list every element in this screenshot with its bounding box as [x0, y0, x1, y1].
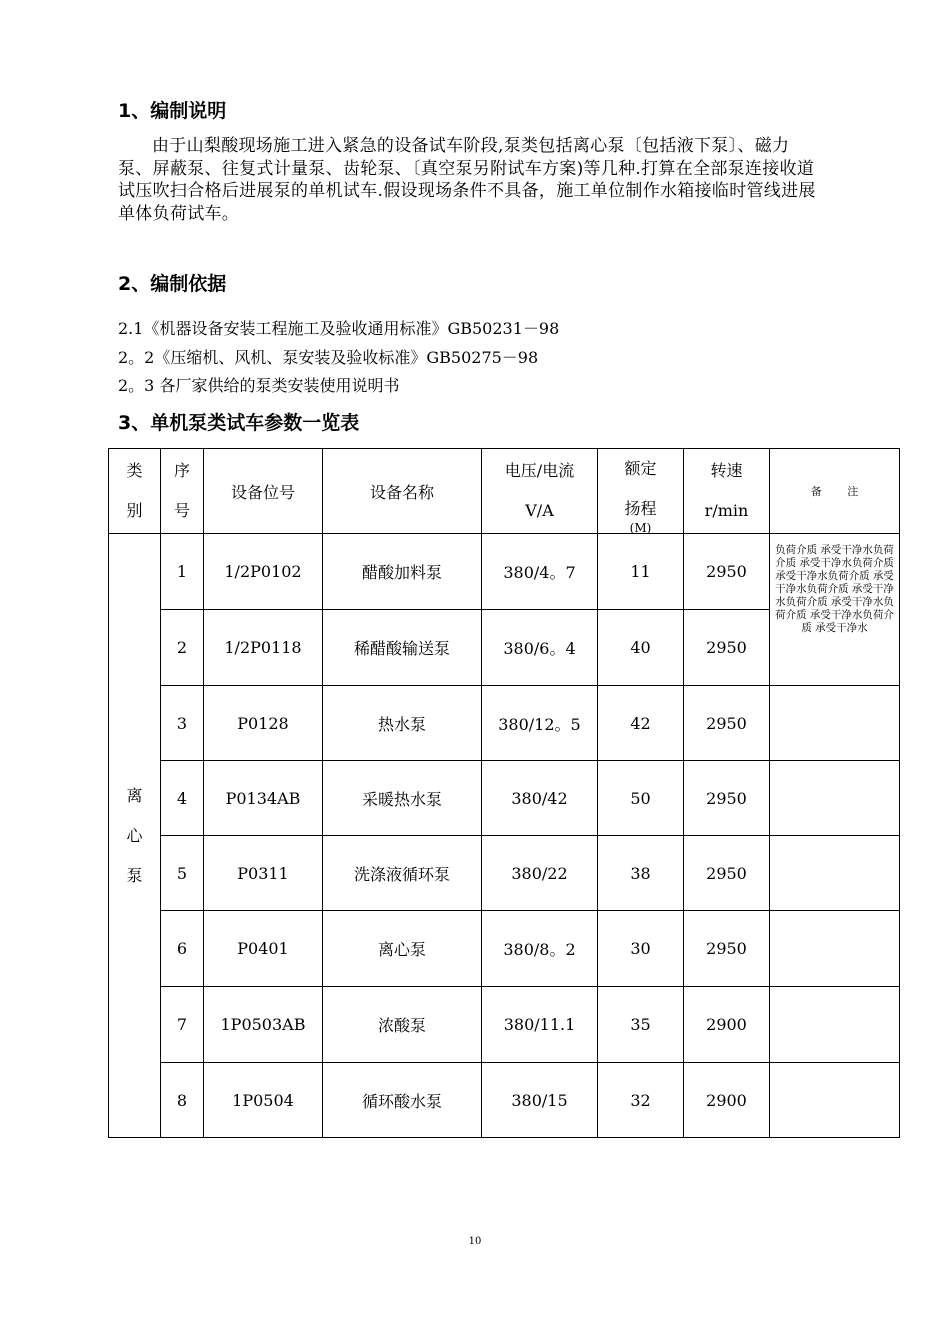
- seq-cell: 6: [161, 911, 204, 987]
- note-empty-cell: [770, 686, 900, 761]
- table-row: [109, 1063, 900, 1138]
- note-cell: 负荷介质 承受干净水负荷介质 承受干净水负荷介质 承受干净水负荷介质 承受干净水负荷介质 承受干净水负荷介质 承受干净水负荷介质 承受干净水负荷介质 承受干净水: [770, 534, 900, 686]
- reference-1: 2.1《机器设备安装工程施工及验收通用标准》GB50231－98: [118, 319, 560, 338]
- va-cell: 380/11.1: [482, 987, 598, 1063]
- seq-cell: 5: [161, 836, 204, 911]
- va-cell: 380/15: [482, 1063, 598, 1138]
- tag-cell: 1P0503AB: [204, 987, 323, 1063]
- head-cell: 38: [598, 836, 684, 911]
- speed-cell: 2950: [684, 761, 770, 836]
- pump-parameter-table: [108, 448, 900, 1138]
- note-empty-cell: [770, 987, 900, 1063]
- tag-cell: P0134AB: [204, 761, 323, 836]
- va-cell: 380/42: [482, 761, 598, 836]
- head-cell: 42: [598, 686, 684, 761]
- speed-cell: 2950: [684, 534, 770, 610]
- table-row: [109, 987, 900, 1063]
- header-head: 额定 扬程 (M): [598, 449, 684, 534]
- head-cell: 50: [598, 761, 684, 836]
- name-cell: 醋酸加料泵: [323, 534, 482, 610]
- section-1-title: 1、编制说明: [118, 100, 227, 122]
- page-number: 10: [468, 1236, 482, 1247]
- note-empty-cell: [770, 1063, 900, 1138]
- speed-cell: 2950: [684, 610, 770, 686]
- tag-cell: 1/2P0102: [204, 534, 323, 610]
- tag-cell: P0401: [204, 911, 323, 987]
- note-empty-cell: [770, 761, 900, 836]
- head-cell: 30: [598, 911, 684, 987]
- table-header-row: [109, 449, 900, 534]
- va-cell: 380/12。5: [482, 686, 598, 761]
- section-2-title: 2、编制依据: [118, 273, 227, 295]
- speed-cell: 2950: [684, 686, 770, 761]
- va-cell: 380/4。7: [482, 534, 598, 610]
- head-cell: 35: [598, 987, 684, 1063]
- tag-cell: 1P0504: [204, 1063, 323, 1138]
- speed-cell: 2900: [684, 987, 770, 1063]
- table-row: [109, 836, 900, 911]
- header-name: 设备名称: [323, 449, 482, 534]
- seq-cell: 4: [161, 761, 204, 836]
- name-cell: 浓酸泵: [323, 987, 482, 1063]
- tag-cell: P0128: [204, 686, 323, 761]
- speed-cell: 2950: [684, 836, 770, 911]
- name-cell: 离心泵: [323, 911, 482, 987]
- speed-cell: 2900: [684, 1063, 770, 1138]
- section-3-title: 3、单机泵类试车参数一览表: [118, 412, 360, 434]
- category-cell: 离 心 泵: [109, 534, 161, 1138]
- seq-cell: 8: [161, 1063, 204, 1138]
- reference-3: 2。3 各厂家供给的泵类安装使用说明书: [118, 376, 400, 395]
- head-cell: 40: [598, 610, 684, 686]
- section-1-paragraph: 由于山梨酸现场施工进入紧急的设备试车阶段,泵类包括离心泵〔包括液下泵〕、磁力泵、屏蔽泵、往复式计量泵、齿轮泵、〔真空泵另附试车方案)等几种.打算在全部泵连接收道试压吹扫合格后进展泵的单机试车.假设现场条件不具备，施工单位制作水箱接临时管线进展单体负荷试车。: [118, 136, 816, 224]
- table-row: [109, 686, 900, 761]
- header-category: 类 别: [109, 449, 161, 534]
- table-row: [109, 534, 900, 610]
- head-cell: 32: [598, 1063, 684, 1138]
- header-voltage: 电压/电流 V/A: [482, 449, 598, 534]
- header-seq: 序 号: [161, 449, 204, 534]
- seq-cell: 3: [161, 686, 204, 761]
- table-row: [109, 761, 900, 836]
- head-cell: 11: [598, 534, 684, 610]
- note-empty-cell: [770, 836, 900, 911]
- va-cell: 380/8。2: [482, 911, 598, 987]
- name-cell: 稀醋酸输送泵: [323, 610, 482, 686]
- table-row: [109, 911, 900, 987]
- name-cell: 采暖热水泵: [323, 761, 482, 836]
- name-cell: 洗涤液循环泵: [323, 836, 482, 911]
- header-note: 备 注: [770, 449, 900, 534]
- name-cell: 循环酸水泵: [323, 1063, 482, 1138]
- note-empty-cell: [770, 911, 900, 987]
- header-tag: 设备位号: [204, 449, 323, 534]
- speed-cell: 2950: [684, 911, 770, 987]
- tag-cell: 1/2P0118: [204, 610, 323, 686]
- name-cell: 热水泵: [323, 686, 482, 761]
- va-cell: 380/6。4: [482, 610, 598, 686]
- seq-cell: 2: [161, 610, 204, 686]
- reference-2: 2。2《压缩机、风机、泵安装及验收标准》GB50275－98: [118, 348, 539, 367]
- tag-cell: P0311: [204, 836, 323, 911]
- seq-cell: 7: [161, 987, 204, 1063]
- va-cell: 380/22: [482, 836, 598, 911]
- seq-cell: 1: [161, 534, 204, 610]
- header-speed: 转速 r/min: [684, 449, 770, 534]
